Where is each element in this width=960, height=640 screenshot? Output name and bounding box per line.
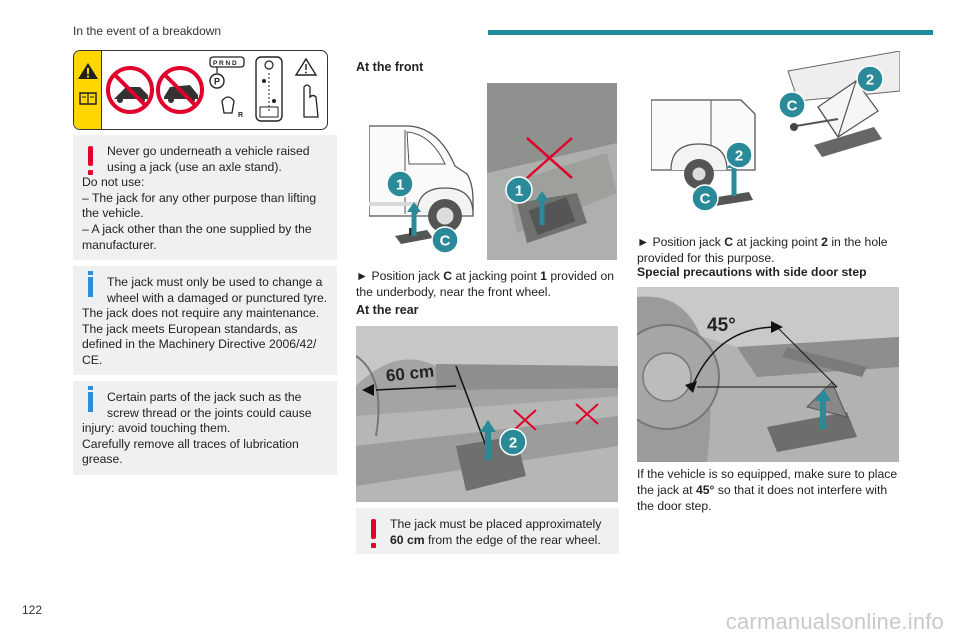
door-step-heading: Special precautions with side door step [637, 265, 867, 279]
svg-text:P R N D: P R N D [213, 60, 237, 67]
gear-selector-park-icon [210, 57, 244, 119]
info-mark-icon [88, 277, 93, 297]
door-step-jack-photo [637, 287, 899, 462]
section-header: In the event of a breakdown [73, 24, 222, 38]
box1-line-3: – The jack for any other purpose than lifting [82, 190, 317, 205]
warning-yellow-band [74, 51, 102, 129]
no-underneath-prohibition-icon [108, 68, 152, 112]
hand-press-alert-icon [296, 59, 318, 117]
vehicle-jack-diagram-icon [256, 57, 282, 121]
box2-line-1: wheel with a damaged or punctured tyre. [107, 290, 328, 305]
svg-text:C: C [786, 97, 798, 115]
box3-line-1: screw thread or the joints could cause [107, 405, 312, 420]
exclamation-mark-icon [88, 146, 93, 166]
jacking-point-marker [856, 65, 884, 93]
jack-marker [691, 184, 719, 212]
svg-text:C: C [439, 232, 451, 250]
box1-line-1: using a jack (use an axle stand). [107, 159, 282, 174]
box3-line-3: Carefully remove all traces of lubrication [82, 436, 299, 451]
svg-text:C: C [699, 190, 711, 208]
box2-line-2: The jack does not require any maintenance. [82, 306, 320, 321]
box2-line-5: CE. [82, 352, 103, 367]
exclamation-mark-icon [371, 519, 376, 539]
col3-instruction: ► Position jack C at jacking point 2 in the hole provided for this purpose. [637, 235, 888, 265]
bullet-arrow: ► [356, 269, 369, 283]
front-jacking-detail-photo [487, 83, 617, 260]
svg-text:1: 1 [395, 176, 405, 194]
box1-line-4: the vehicle. [82, 206, 144, 221]
lift-arrow-icon [407, 202, 421, 236]
svg-text:P: P [214, 76, 221, 87]
box1-line-6: manufacturer. [82, 237, 157, 252]
warning-triangle-icon [74, 51, 102, 129]
jack-closeup-illustration [778, 51, 900, 169]
svg-text:R: R [238, 112, 244, 119]
box3-line-0: Certain parts of the jack such as the [107, 390, 302, 404]
front-instruction: ► Position jack C at jacking point 1 provided on the underbody, near the front wheel. [356, 269, 615, 299]
lift-arrow-icon [480, 420, 496, 460]
svg-text:2: 2 [508, 434, 518, 452]
svg-text:1: 1 [514, 182, 524, 200]
no-jack-misuse-prohibition-icon [158, 68, 202, 112]
warning-box-axle-stand [73, 135, 337, 260]
jacking-point-marker [725, 141, 753, 169]
page-number: 122 [22, 603, 43, 617]
svg-text:2: 2 [734, 147, 744, 165]
warning-box-rear-distance: The jack must be placed approximately 60 cm from the edge of the rear wheel. [356, 508, 619, 554]
rear-heading: At the rear [356, 303, 419, 317]
van-side-illustration [651, 88, 761, 214]
box2-line-3: The jack meets European standards, as [82, 321, 298, 336]
box1-line-5: – A jack other than the one supplied by the [82, 221, 312, 236]
box2-line-4: defined in the Machinery Directive 2006/42/ [82, 337, 317, 352]
jacking-point-marker [499, 428, 527, 456]
site-watermark: carmanualsonline.info [725, 609, 944, 634]
door-step-instruction: If the vehicle is so equipped, make sure to place the jack at 45° so that it does not interfere with the door step. [637, 467, 898, 513]
angle-label: 45° [707, 315, 736, 336]
jacking-point-marker [386, 170, 414, 198]
rear-jacking-photo [356, 326, 618, 502]
warning-pictogram-strip [73, 50, 328, 130]
box1-line-0: Never go underneath a vehicle raised [107, 144, 310, 158]
header-accent-bar [488, 30, 933, 35]
box3-line-4: grease. [82, 452, 123, 467]
front-van-illustration [369, 118, 479, 256]
box1-line-2: Do not use: [82, 175, 145, 190]
box3-line-2: injury: avoid touching them. [82, 421, 231, 436]
info-box-jack-usage [73, 266, 337, 375]
front-heading: At the front [356, 60, 424, 74]
jack-marker [778, 91, 806, 119]
jacking-point-marker [505, 176, 533, 204]
box2-line-0: The jack must only be used to change a [107, 275, 323, 289]
bullet-arrow: ► [637, 235, 650, 249]
info-mark-icon [88, 392, 93, 412]
svg-text:2: 2 [865, 71, 875, 89]
distance-label: 60 cm [385, 361, 436, 386]
lift-arrow-icon [815, 389, 831, 429]
jack-marker [431, 226, 459, 254]
info-box-jack-injury [73, 381, 337, 475]
lift-arrow-icon [535, 191, 549, 225]
